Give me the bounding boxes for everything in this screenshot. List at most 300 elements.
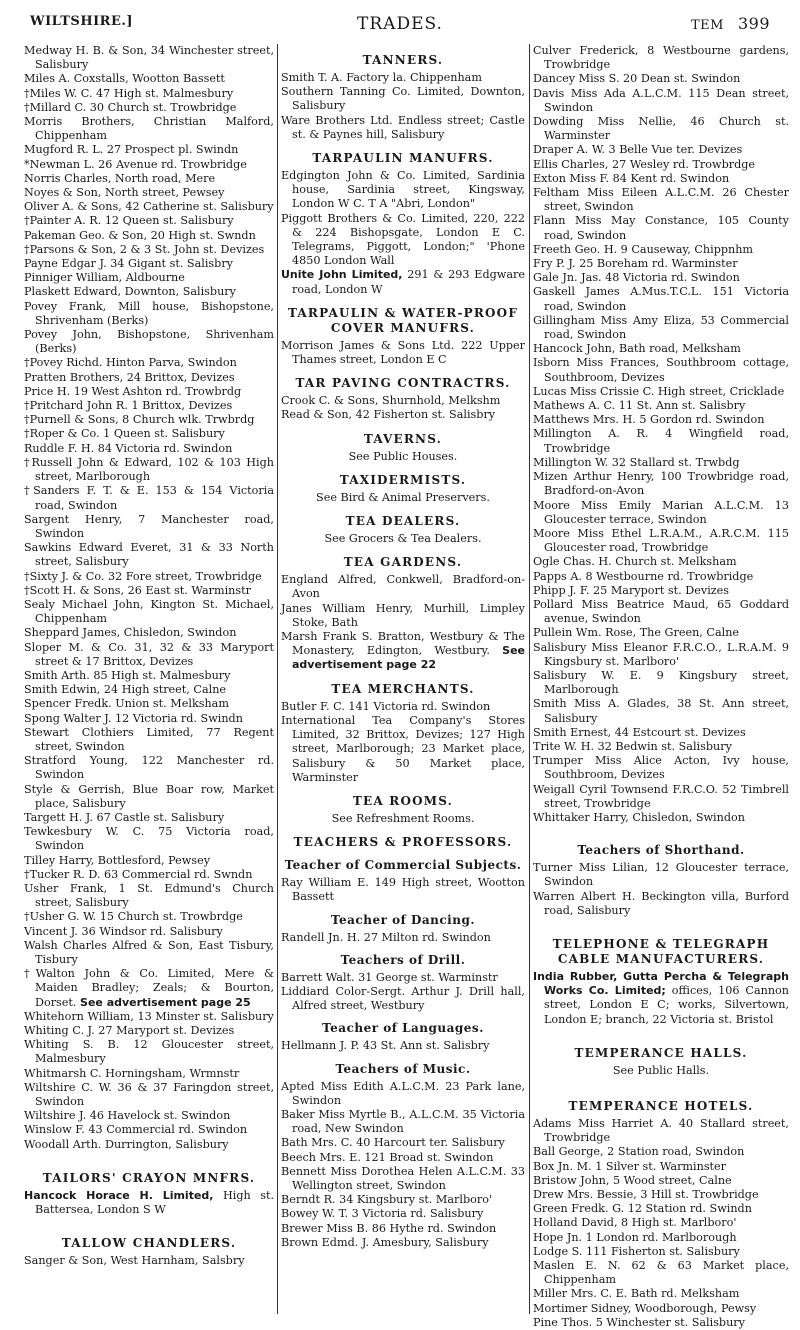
entry-text: Pinniger William, Aldbourne — [24, 271, 185, 285]
directory-entry — [281, 394, 525, 408]
directory-entry — [533, 697, 789, 725]
entry-text: Bath Mrs. C. 40 Harcourt ter. Salisbury — [281, 1136, 505, 1150]
entry-text: †Millard C. 30 Church st. Trowbridge — [24, 100, 237, 114]
directory-entry — [24, 371, 274, 385]
directory-entry — [533, 413, 789, 427]
directory-entry — [24, 87, 274, 101]
entry-text: Sargent Henry, 7 Manchester road, Swindon — [24, 512, 274, 540]
trade-heading: TARPAULIN MANUFRS. — [312, 151, 494, 166]
directory-entry — [533, 1231, 789, 1245]
entry-text: Janes William Henry, Murhill, Limpley Stoke, Bath — [281, 601, 525, 629]
directory-entry — [533, 243, 789, 257]
page-number: 399 — [737, 14, 770, 33]
directory-entry — [24, 456, 274, 484]
directory-entry — [24, 726, 274, 754]
directory-entry — [533, 669, 789, 697]
entry-text: Wiltshire J. 46 Havelock st. Swindon — [24, 1109, 231, 1123]
trade-heading: TELEPHONE & TELEGRAPH CABLE MANUFACTURERS. — [552, 936, 770, 966]
directory-entry — [24, 1010, 274, 1024]
entry-text: Whitehorn William, 13 Minster st. Salisbury — [24, 1009, 274, 1023]
directory-entry — [24, 598, 274, 626]
directory-entry — [24, 967, 274, 1010]
entry-text: Mizen Arthur Henry, 100 Trowbridge road, Bradford-on-Avon — [533, 470, 789, 498]
directory-entry — [533, 342, 789, 356]
entry-text: Spencer Fredk. Union st. Melksham — [24, 697, 229, 711]
directory-entry — [533, 598, 789, 626]
trade-heading: TANNERS. — [362, 53, 444, 67]
entry-text: Moore Miss Ethel L.R.A.M., A.R.C.M. 115 Gloucester road, Trowbridge — [533, 526, 789, 555]
directory-entry — [533, 527, 789, 555]
directory-entry — [281, 339, 525, 367]
directory-entry — [533, 890, 789, 918]
directory-entry — [533, 115, 789, 143]
directory-entry — [24, 1067, 274, 1081]
spacer — [24, 1217, 274, 1227]
entry-text: Stratford Young, 122 Manchester rd. Swindon — [24, 754, 274, 782]
trade-heading: TAVERNS. — [363, 431, 443, 446]
cross-reference: See Refreshment Rooms. — [331, 811, 475, 825]
directory-entry — [533, 186, 789, 214]
directory-entry — [281, 85, 525, 113]
trade-heading: TEA GARDENS. — [343, 555, 463, 570]
directory-entry — [24, 101, 274, 115]
directory-entry — [24, 1189, 274, 1217]
directory-entry — [24, 229, 274, 243]
entry-text: Lodge S. 111 Fisherton st. Salisbury — [533, 1244, 740, 1258]
entry-text: Freeth Geo. H. 9 Causeway, Chippnhm — [533, 242, 754, 256]
directory-entry — [281, 1080, 525, 1108]
entry-text: Style & Gerrish, Blue Boar row, Market place, Salisbury — [24, 782, 274, 810]
directory-entry — [533, 399, 789, 413]
entry-text: Dowding Miss Nellie, 46 Church st. Warminster — [533, 115, 789, 143]
entry-text: Smith Miss A. Glades, 38 St. Ann street, Salisbury — [533, 697, 789, 725]
spacer — [533, 825, 789, 835]
entry-text: Mortimer Sidney, Woodborough, Pewsy — [533, 1301, 757, 1315]
trade-heading: TEA DEALERS. — [345, 514, 461, 529]
directory-entry — [24, 626, 274, 640]
directory-entry — [24, 697, 274, 711]
directory-entry — [281, 212, 525, 269]
directory-entry — [281, 700, 525, 714]
entry-text: Box Jn. M. 1 Silver st. Warminster — [533, 1159, 727, 1173]
directory-entry — [24, 1038, 274, 1066]
directory-entry — [533, 87, 789, 115]
directory-entry — [533, 1245, 789, 1259]
entry-text: Papps A. 8 Westbourne rd. Trowbridge — [533, 569, 754, 583]
entry-text: Culver Frederick, 8 Westbourne gardens, Trowbridge — [533, 44, 789, 72]
directory-entry — [533, 1302, 789, 1316]
entry-name-bold: India Rubber, Gutta Percha & Telegraph Works Co. Limited; — [533, 969, 789, 998]
directory-entry — [281, 1207, 525, 1221]
entry-text: Noyes & Son, North street, Pewsey — [24, 186, 225, 200]
entry-text: Hellmann J. P. 43 St. Ann st. Salisbry — [281, 1039, 490, 1053]
entry-text: Turner Miss Lilian, 12 Gloucester terrace, Swindon — [533, 861, 789, 889]
entry-text: Drew Mrs. Bessie, 3 Hill st. Trowbridge — [533, 1188, 759, 1202]
advertisement-reference: See advertisement page 22 — [292, 644, 525, 672]
entry-text: Payne Edgar J. 34 Gigant st. Salisbry — [24, 257, 233, 271]
entry-text: Whitmarsh C. Horningsham, Wrmnstr — [24, 1066, 240, 1080]
entry-text: Norris Charles, North road, Mere — [24, 171, 216, 185]
entry-text: Trumper Miss Alice Acton, Ivy house, Southbroom, Devizes — [533, 754, 789, 782]
entry-text: †Painter A. R. 12 Queen st. Salisbury — [24, 214, 234, 228]
entry-text: †Usher G. W. 15 Church st. Trowbrdge — [24, 910, 243, 924]
trade-heading: TAXIDERMISTS. — [339, 472, 467, 487]
entry-text: High st. Battersea, London S W — [35, 1188, 275, 1217]
directory-entry — [24, 143, 274, 157]
directory-entry — [24, 172, 274, 186]
entry-text: Exton Miss F. 84 Kent rd. Swindon — [533, 171, 730, 185]
directory-entry — [24, 1138, 274, 1152]
entry-text: Southern Tanning Co. Limited, Downton, Salisbury — [281, 85, 525, 113]
spacer — [533, 1027, 789, 1037]
trade-heading: TEMPERANCE HALLS. — [574, 1045, 748, 1060]
entry-text: Lucas Miss Crissie C. High street, Cricklade — [533, 384, 785, 398]
entry-text: Morris Brothers, Christian Malford, Chippenham — [24, 115, 274, 143]
directory-entry — [24, 925, 274, 939]
directory-entry — [281, 1039, 525, 1053]
entry-text: Berndt R. 34 Kingsbury st. Marlboro' — [281, 1193, 493, 1207]
entry-text: Smith Arth. 85 High st. Malmesbury — [24, 668, 231, 682]
entry-text: Plaskett Edward, Downton, Salisbury — [24, 285, 236, 299]
directory-entry — [533, 1216, 789, 1230]
entry-text: Tilley Harry, Bottlesford, Pewsey — [24, 853, 211, 867]
entry-text: Green Fredk. G. 12 Station rd. Swindn — [533, 1202, 752, 1216]
entry-text: Woodall Arth. Durrington, Salisbury — [24, 1137, 229, 1151]
entry-text: Oliver A. & Sons, 42 Catherine st. Salisbury — [24, 200, 274, 214]
entry-text: Millington W. 32 Stallard st. Trwbdg — [533, 455, 740, 469]
entry-text: Povey John, Bishopstone, Shrivenham (Berks) — [24, 328, 274, 356]
directory-entry — [24, 271, 274, 285]
directory-entry — [24, 939, 274, 967]
entry-text: Smith Edwin, 24 High street, Calne — [24, 683, 227, 697]
entry-text: †Tucker R. D. 63 Commercial rd. Swndn — [24, 867, 253, 881]
entry-text: Sanger & Son, West Harnham, Salsbry — [24, 1254, 245, 1268]
entry-text: Feltham Miss Eileen A.L.C.M. 26 Chester street, Swindon — [533, 186, 789, 214]
entry-text: Gaskell James A.Mus.T.C.L. 151 Victoria road, Swindon — [533, 285, 789, 313]
entry-text: Fry P. J. 25 Boreham rd. Warminster — [533, 257, 738, 271]
cross-reference: See Public Houses. — [348, 449, 458, 463]
entry-text: Adams Miss Harriet A. 40 Stallard street, Trowbridge — [533, 1117, 789, 1145]
entry-text: Butler F. C. 141 Victoria rd. Swindon — [281, 699, 491, 713]
entry-text: Matthews Mrs. H. 5 Gordon rd. Swindon — [533, 413, 765, 427]
directory-entry — [281, 114, 525, 142]
trade-subheading: Teacher of Languages. — [322, 1021, 484, 1036]
directory-entry — [533, 1160, 789, 1174]
directory-entry — [533, 158, 789, 172]
entry-text: Hancock John, Bath road, Melksham — [533, 342, 741, 356]
entry-text: Ball George, 2 Station road, Swindon — [533, 1145, 745, 1159]
spacer — [533, 1080, 789, 1090]
entry-text: Brown Edmd. J. Amesbury, Salisbury — [281, 1235, 489, 1249]
trade-subheading: Teacher of Dancing. — [330, 912, 476, 927]
entry-text: Vincent J. 36 Windsor rd. Salisbury — [24, 924, 223, 938]
directory-entry — [24, 825, 274, 853]
directory-entry — [24, 356, 274, 370]
entry-name-bold: Hancock Horace H. Limited, — [24, 1188, 214, 1202]
directory-entry — [533, 1145, 789, 1159]
directory-entry — [281, 1222, 525, 1236]
entry-text: Tewkesbury W. C. 75 Victoria road, Swindon — [24, 825, 274, 853]
directory-entry — [24, 385, 274, 399]
page-title: TRADES. — [357, 14, 443, 34]
entry-text: Edgington John & Co. Limited, Sardinia house, Sardinia street, Kingsway, London W C. T A "Abri, London" — [281, 169, 525, 211]
entry-text: Randell Jn. H. 27 Milton rd. Swindon — [281, 930, 491, 944]
directory-entry — [533, 456, 789, 470]
entry-text: Apted Miss Edith A.L.C.M. 23 Park lane, Swindon — [281, 1079, 525, 1107]
entry-text: *Newman L. 26 Avenue rd. Trowbridge — [24, 157, 247, 171]
directory-entry — [533, 44, 789, 72]
entry-name-bold: Unite John Limited, — [281, 268, 403, 282]
entry-text: Usher Frank, 1 St. Edmund's Church street, Salisbury — [24, 881, 274, 910]
entry-text: Baker Miss Myrtle B., A.L.C.M. 35 Victoria road, New Swindon — [281, 1107, 525, 1136]
entry-text: Ruddle F. H. 84 Victoria rd. Swindon — [24, 441, 233, 455]
entry-text: England Alfred, Conkwell, Bradford-on-Avon — [281, 573, 525, 601]
directory-entry — [24, 257, 274, 271]
directory-entry — [281, 1108, 525, 1136]
directory-entry — [281, 1151, 525, 1165]
directory-entry — [24, 683, 274, 697]
cross-reference: See Bird & Animal Preservers. — [316, 490, 490, 504]
entry-text: Whittaker Harry, Chisledon, Swindon — [533, 810, 745, 824]
directory-entry — [281, 630, 525, 673]
directory-entry — [533, 1287, 789, 1301]
directory-entry — [533, 314, 789, 342]
directory-entry — [533, 555, 789, 569]
trade-heading: TAILORS' CRAYON MNFRS. — [42, 1170, 256, 1185]
trade-heading: TEA MERCHANTS. — [331, 681, 475, 696]
entry-text: †Walton John & Co. Limited, Mere & Maiden Bradley; Zeals; & Bourton, Dorset. — [24, 967, 274, 1009]
entry-text: Ray William E. 149 High street, Wootton Bassett — [281, 876, 525, 904]
directory-entry — [24, 427, 274, 441]
entry-text: Whiting S. B. 12 Gloucester street, Malmesbury — [24, 1038, 274, 1066]
entry-text: Piggott Brothers & Co. Limited, 220, 222 & 224 Bishopsgate, London E C. Telegrams, Piggott, London;" 'Phone 4850 London Wall — [281, 211, 525, 268]
entry-text: Weigall Cyril Townsend F.R.C.O. 52 Timbrell street, Trowbridge — [533, 782, 789, 810]
trade-heading: TARPAULIN & WATER-PROOF COVER MANUFRS. — [287, 305, 519, 335]
trade-heading: TALLOW CHANDLERS. — [61, 1236, 237, 1251]
directory-entry — [24, 442, 274, 456]
directory-entry — [281, 1136, 525, 1150]
directory-entry — [24, 854, 274, 868]
entry-text: Sheppard James, Chisledon, Swindon — [24, 626, 237, 640]
directory-entry — [24, 712, 274, 726]
entry-text: Bowey W. T. 3 Victoria rd. Salisbury — [281, 1207, 484, 1221]
entry-text: Pollard Miss Beatrice Maud, 65 Goddard avenue, Swindon — [533, 597, 789, 626]
directory-entry — [24, 158, 274, 172]
entry-text: Medway H. B. & Son, 34 Winchester street, Salisbury — [24, 44, 274, 72]
entry-text: Marsh Frank S. Bratton, Westbury & The Monastery, Edington, Westbury. — [281, 630, 525, 658]
cross-reference: See Grocers & Tea Dealers. — [324, 532, 482, 546]
directory-entry — [533, 1174, 789, 1188]
directory-entry — [24, 399, 274, 413]
entry-text: Gale Jn. Jas. 48 Victoria rd. Swindon — [533, 271, 740, 285]
entry-text: Warren Albert H. Beckington villa, Burford road, Salisbury — [533, 889, 789, 917]
directory-entry — [24, 44, 274, 72]
directory-entry — [24, 72, 274, 86]
entry-text: Pine Thos. 5 Winchester st. Salisbury — [533, 1315, 745, 1329]
trade-heading: TEA ROOMS. — [352, 793, 454, 808]
column-right — [533, 44, 789, 1330]
entry-text: Mathews A. C. 11 St. Ann st. Salisbry — [533, 399, 746, 413]
entry-text: †Purnell & Sons, 8 Church wlk. Trwbrdg — [24, 413, 255, 427]
entry-text: Trite W. H. 32 Bedwin st. Salisbury — [533, 739, 732, 753]
directory-entry — [533, 754, 789, 782]
entry-text: Whiting C. J. 27 Maryport st. Devizes — [24, 1024, 235, 1038]
entry-text: Ellis Charles, 27 Wesley rd. Trowbrdge — [533, 157, 756, 171]
entry-text: offices, 106 Cannon street, London E C; works, Silvertown, London E; branch, 22 Victoria st. Bristol — [544, 984, 789, 1026]
directory-entry — [24, 882, 274, 910]
column-left — [24, 44, 274, 1268]
directory-entry — [533, 783, 789, 811]
directory-entry — [533, 570, 789, 584]
directory-entry — [281, 268, 525, 296]
entry-text: Read & Son, 42 Fisherton st. Salisbry — [281, 408, 496, 422]
directory-entry — [533, 1202, 789, 1216]
directory-entry — [533, 72, 789, 86]
directory-entry — [24, 754, 274, 782]
entry-text: Brewer Miss B. 86 Hythe rd. Swindon — [281, 1221, 497, 1235]
spacer — [533, 918, 789, 928]
column-middle — [281, 44, 525, 1250]
entry-text: †Scott H. & Sons, 26 East st. Warminstr — [24, 583, 251, 597]
directory-entry — [281, 931, 525, 945]
directory-entry — [281, 169, 525, 212]
entry-text: Miller Mrs. C. E. Bath rd. Melksham — [533, 1287, 740, 1301]
directory-entry — [24, 811, 274, 825]
entry-text: Salisbury Miss Eleanor F.R.C.O., L.R.A.M. 9 Kingsbury st. Marlboro' — [533, 640, 789, 668]
directory-entry — [24, 513, 274, 541]
entry-text: Pullein Wm. Rose, The Green, Calne — [533, 626, 740, 640]
trade-subheading: Teacher of Commercial Subjects. — [284, 858, 522, 873]
entry-text: Millington A. R. 4 Wingfield road, Trowbridge — [533, 427, 789, 455]
directory-entry — [533, 626, 789, 640]
advertisement-reference: See advertisement page 25 — [80, 995, 251, 1009]
running-head — [691, 14, 770, 33]
directory-entry — [281, 1165, 525, 1193]
county-header: WILTSHIRE.] — [30, 14, 134, 29]
entry-text: Isborn Miss Frances, Southbroom cottage, Southbroom, Devizes — [533, 356, 789, 384]
directory-entry — [24, 910, 274, 924]
entry-text: Liddiard Color-Sergt. Arthur J. Drill hall, Alfred street, Westbury — [281, 984, 525, 1013]
entry-text: Walsh Charles Alfred & Son, East Tisbury, Tisbury — [24, 938, 274, 966]
directory-entry — [533, 726, 789, 740]
directory-entry — [24, 541, 274, 569]
directory-entry — [533, 1188, 789, 1202]
directory-entry — [281, 876, 525, 904]
entry-text: Spong Walter J. 12 Victoria rd. Swindn — [24, 711, 243, 725]
directory-entry — [533, 385, 789, 399]
directory-entry — [281, 985, 525, 1013]
entry-text: Ware Brothers Ltd. Endless street; Castle st. & Paynes hill, Salisbury — [281, 113, 525, 141]
directory-entry — [24, 484, 274, 512]
entry-text: †Miles W. C. 47 High st. Malmesbury — [24, 86, 234, 100]
directory-entry — [24, 243, 274, 257]
directory-entry — [24, 584, 274, 598]
trade-subheading: Teachers of Drill. — [340, 952, 466, 967]
directory-entry — [533, 214, 789, 242]
directory-entry — [24, 570, 274, 584]
entry-text: Ogle Chas. H. Church st. Melksham — [533, 555, 737, 569]
directory-entry — [24, 868, 274, 882]
entry-text: Crook C. & Sons, Shurnhold, Melkshm — [281, 394, 501, 408]
entry-text: Draper A. W. 3 Belle Vue ter. Devizes — [533, 143, 743, 157]
directory-entry — [533, 172, 789, 186]
directory-entry — [533, 1117, 789, 1145]
entry-text: Moore Miss Emily Marian A.L.C.M. 13 Gloucester terrace, Swindon — [533, 498, 789, 526]
spacer — [24, 1152, 274, 1162]
directory-entry — [533, 257, 789, 271]
directory-entry — [24, 1254, 274, 1268]
directory-entry — [533, 740, 789, 754]
entry-text: Dancey Miss S. 20 Dean st. Swindon — [533, 72, 741, 86]
directory-entry — [533, 285, 789, 313]
entry-text: †Povey Richd. Hinton Parva, Swindon — [24, 356, 237, 370]
directory-entry — [24, 1024, 274, 1038]
entry-text: 291 & 293 Edgware road, London W — [292, 268, 525, 296]
directory-entry — [533, 641, 789, 669]
directory-entry — [24, 186, 274, 200]
entry-text: †Roper & Co. 1 Queen st. Salisbury — [24, 427, 225, 441]
directory-entry — [533, 499, 789, 527]
entry-text: Phipp J. F. 25 Maryport st. Devizes — [533, 583, 730, 597]
directory-entry — [24, 214, 274, 228]
directory-entry — [281, 971, 525, 985]
directory-entry — [24, 328, 274, 356]
directory-entry — [281, 408, 525, 422]
trade-heading: TAR PAVING CONTRACTRS. — [295, 376, 511, 391]
entry-text: International Tea Company's Stores Limited, 32 Brittox, Devizes; 127 High street, Marlborough; 23 Market place, Salisbury & 50 Market place, Warminster — [281, 713, 525, 784]
entry-text: Beech Mrs. E. 121 Broad st. Swindon — [281, 1150, 494, 1164]
directory-entry — [533, 271, 789, 285]
entry-text: Morrison James & Sons Ltd. 222 Upper Thames street, London E C — [281, 338, 525, 367]
directory-entry — [533, 143, 789, 157]
directory-entry — [533, 470, 789, 498]
entry-text: Smith Ernest, 44 Estcourt st. Devizes — [533, 725, 746, 739]
entry-text: Salisbury W. E. 9 Kingsbury street, Marlborough — [533, 668, 789, 697]
trade-subheading: Teachers of Shorthand. — [577, 843, 745, 858]
entry-text: Stewart Clothiers Limited, 77 Regent street, Swindon — [24, 725, 274, 753]
directory-entry — [24, 300, 274, 328]
entry-text: Pakeman Geo. & Son, 20 High st. Swndn — [24, 228, 256, 242]
entry-text: †Parsons & Son, 2 & 3 St. John st. Devizes — [24, 242, 265, 256]
trade-heading: TEMPERANCE HOTELS. — [568, 1099, 754, 1113]
entry-text: Maslen E. N. 62 & 63 Market place, Chippenham — [533, 1259, 789, 1287]
entry-text: Mugford R. L. 27 Prospect pl. Swindn — [24, 143, 239, 157]
entry-text: Winslow F. 43 Commercial rd. Swindon — [24, 1123, 248, 1137]
directory-entry — [281, 573, 525, 601]
entry-text: Wiltshire C. W. 36 & 37 Faringdon street, Swindon — [24, 1080, 274, 1109]
directory-entry — [281, 1193, 525, 1207]
directory-entry — [533, 427, 789, 455]
directory-entry — [281, 1236, 525, 1250]
entry-text: †Sixty J. & Co. 32 Fore street, Trowbridge — [24, 569, 262, 583]
entry-text: Barrett Walt. 31 George st. Warminstr — [281, 970, 498, 984]
directory-entry — [24, 669, 274, 683]
entry-text: Sawkins Edward Everet, 31 & 33 North street, Salisbury — [24, 541, 274, 569]
cross-reference: See Public Halls. — [612, 1063, 710, 1077]
directory-entry — [533, 811, 789, 825]
directory-entry — [533, 1259, 789, 1287]
directory-entry — [24, 641, 274, 669]
entry-text: Bristow John, 5 Wood street, Calne — [533, 1173, 732, 1187]
column-divider — [529, 44, 530, 1314]
directory-entry — [24, 783, 274, 811]
entry-text: Bennett Miss Dorothea Helen A.L.C.M. 33 Wellington street, Swindon — [281, 1164, 525, 1192]
directory-entry — [281, 714, 525, 785]
trade-heading: TEACHERS & PROFESSORS. — [293, 835, 513, 850]
directory-entry — [533, 970, 789, 1027]
entry-text: †Pritchard John R. 1 Brittox, Devizes — [24, 399, 233, 413]
entry-text: Flann Miss May Constance, 105 County road, Swindon — [533, 214, 789, 242]
